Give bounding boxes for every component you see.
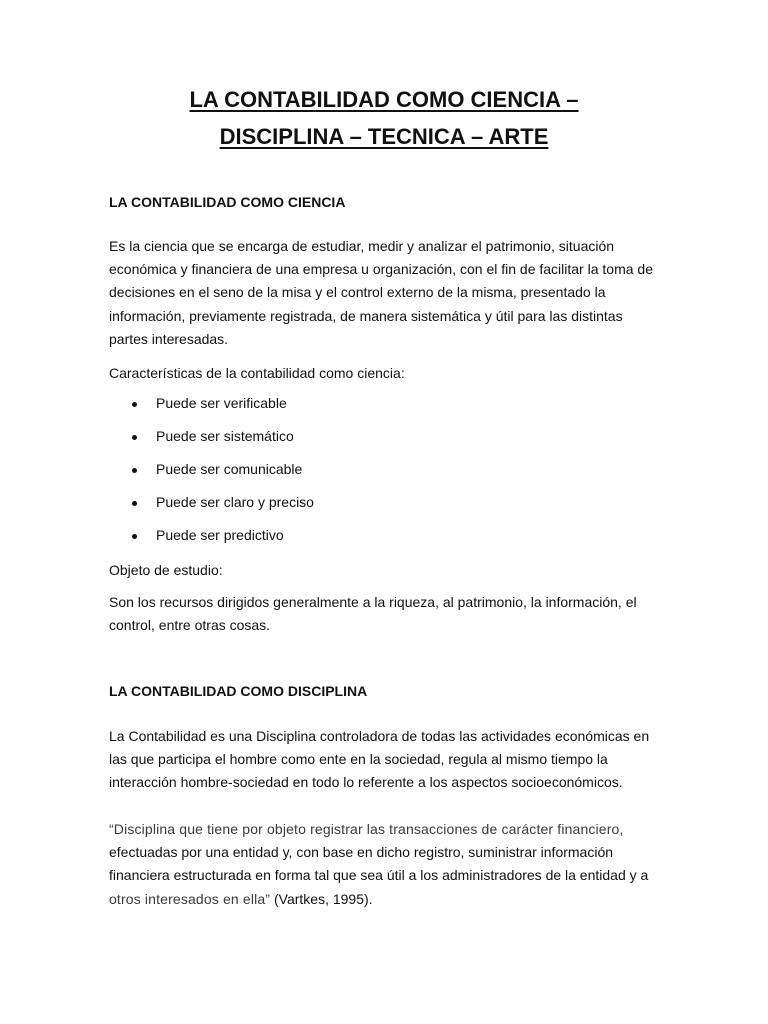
list-item-text: Puede ser claro y preciso (156, 494, 314, 510)
quote-start: “Disciplina que tiene por objeto registrar las transacciones de carácter financiero, (109, 821, 624, 837)
list-item-text: Puede ser sistemático (156, 428, 294, 444)
paragraph-quote (109, 818, 664, 911)
citation: (Vartkes, 1995). (270, 890, 373, 907)
section-heading-ciencia: LA CONTABILIDAD COMO CIENCIA (109, 194, 346, 210)
document-title-line-1: LA CONTABILIDAD COMO CIENCIA – (189, 87, 579, 112)
paragraph-objeto-text: Son los recursos dirigidos generalmente a la riqueza, al patrimonio, la información, el control, entre otras cosas. (109, 594, 637, 634)
quote-end: otros interesados en ella” (109, 890, 271, 907)
section-heading-disciplina: LA CONTABILIDAD COMO DISCIPLINA (109, 683, 368, 699)
bullet-icon (132, 534, 137, 539)
list-item (109, 526, 664, 559)
paragraph-disciplina-text: La Contabilidad es una Disciplina controladora de todas las actividades económicas en las que participa el hombre como ente en la sociedad, regula al mismo tiempo la interacción hombre-sociedad en todo lo referente a los aspectos socioeconómicos. (109, 728, 650, 791)
list-item (109, 394, 664, 427)
paragraph-objeto-label: Objeto de estudio: (109, 562, 223, 578)
list-item-text: Puede ser comunicable (156, 461, 303, 477)
bullet-icon (132, 501, 137, 506)
paragraph-caracteristicas-label: Características de la contabilidad como ciencia: (109, 365, 405, 381)
list-item-text: Puede ser verificable (156, 395, 287, 411)
document-title-line-2: DISCIPLINA – TECNICA – ARTE (219, 124, 549, 149)
paragraph-ciencia-intro: Es la ciencia que se encarga de estudiar, medir y analizar el patrimonio, situación económica y financiera de una empresa u organización, con el fin de facilitar la toma de decisiones en el seno de la misa y el control externo de la misma, presentado la información, previamente registrada, de manera sistemática y útil para las distintas partes interesadas. (109, 238, 653, 347)
list-item (109, 427, 664, 460)
list-item (109, 460, 664, 493)
list-item-text: Puede ser predictivo (156, 527, 284, 543)
bullet-icon (132, 435, 137, 440)
caracteristicas-list (109, 394, 664, 559)
bullet-icon (132, 402, 137, 407)
bullet-icon (132, 468, 137, 473)
quote-middle: efectuadas por una entidad y, con base en dicho registro, suministrar información financiera estructurada en forma tal que sea útil a los administradores de la entidad y a (109, 844, 649, 884)
list-item (109, 493, 664, 526)
